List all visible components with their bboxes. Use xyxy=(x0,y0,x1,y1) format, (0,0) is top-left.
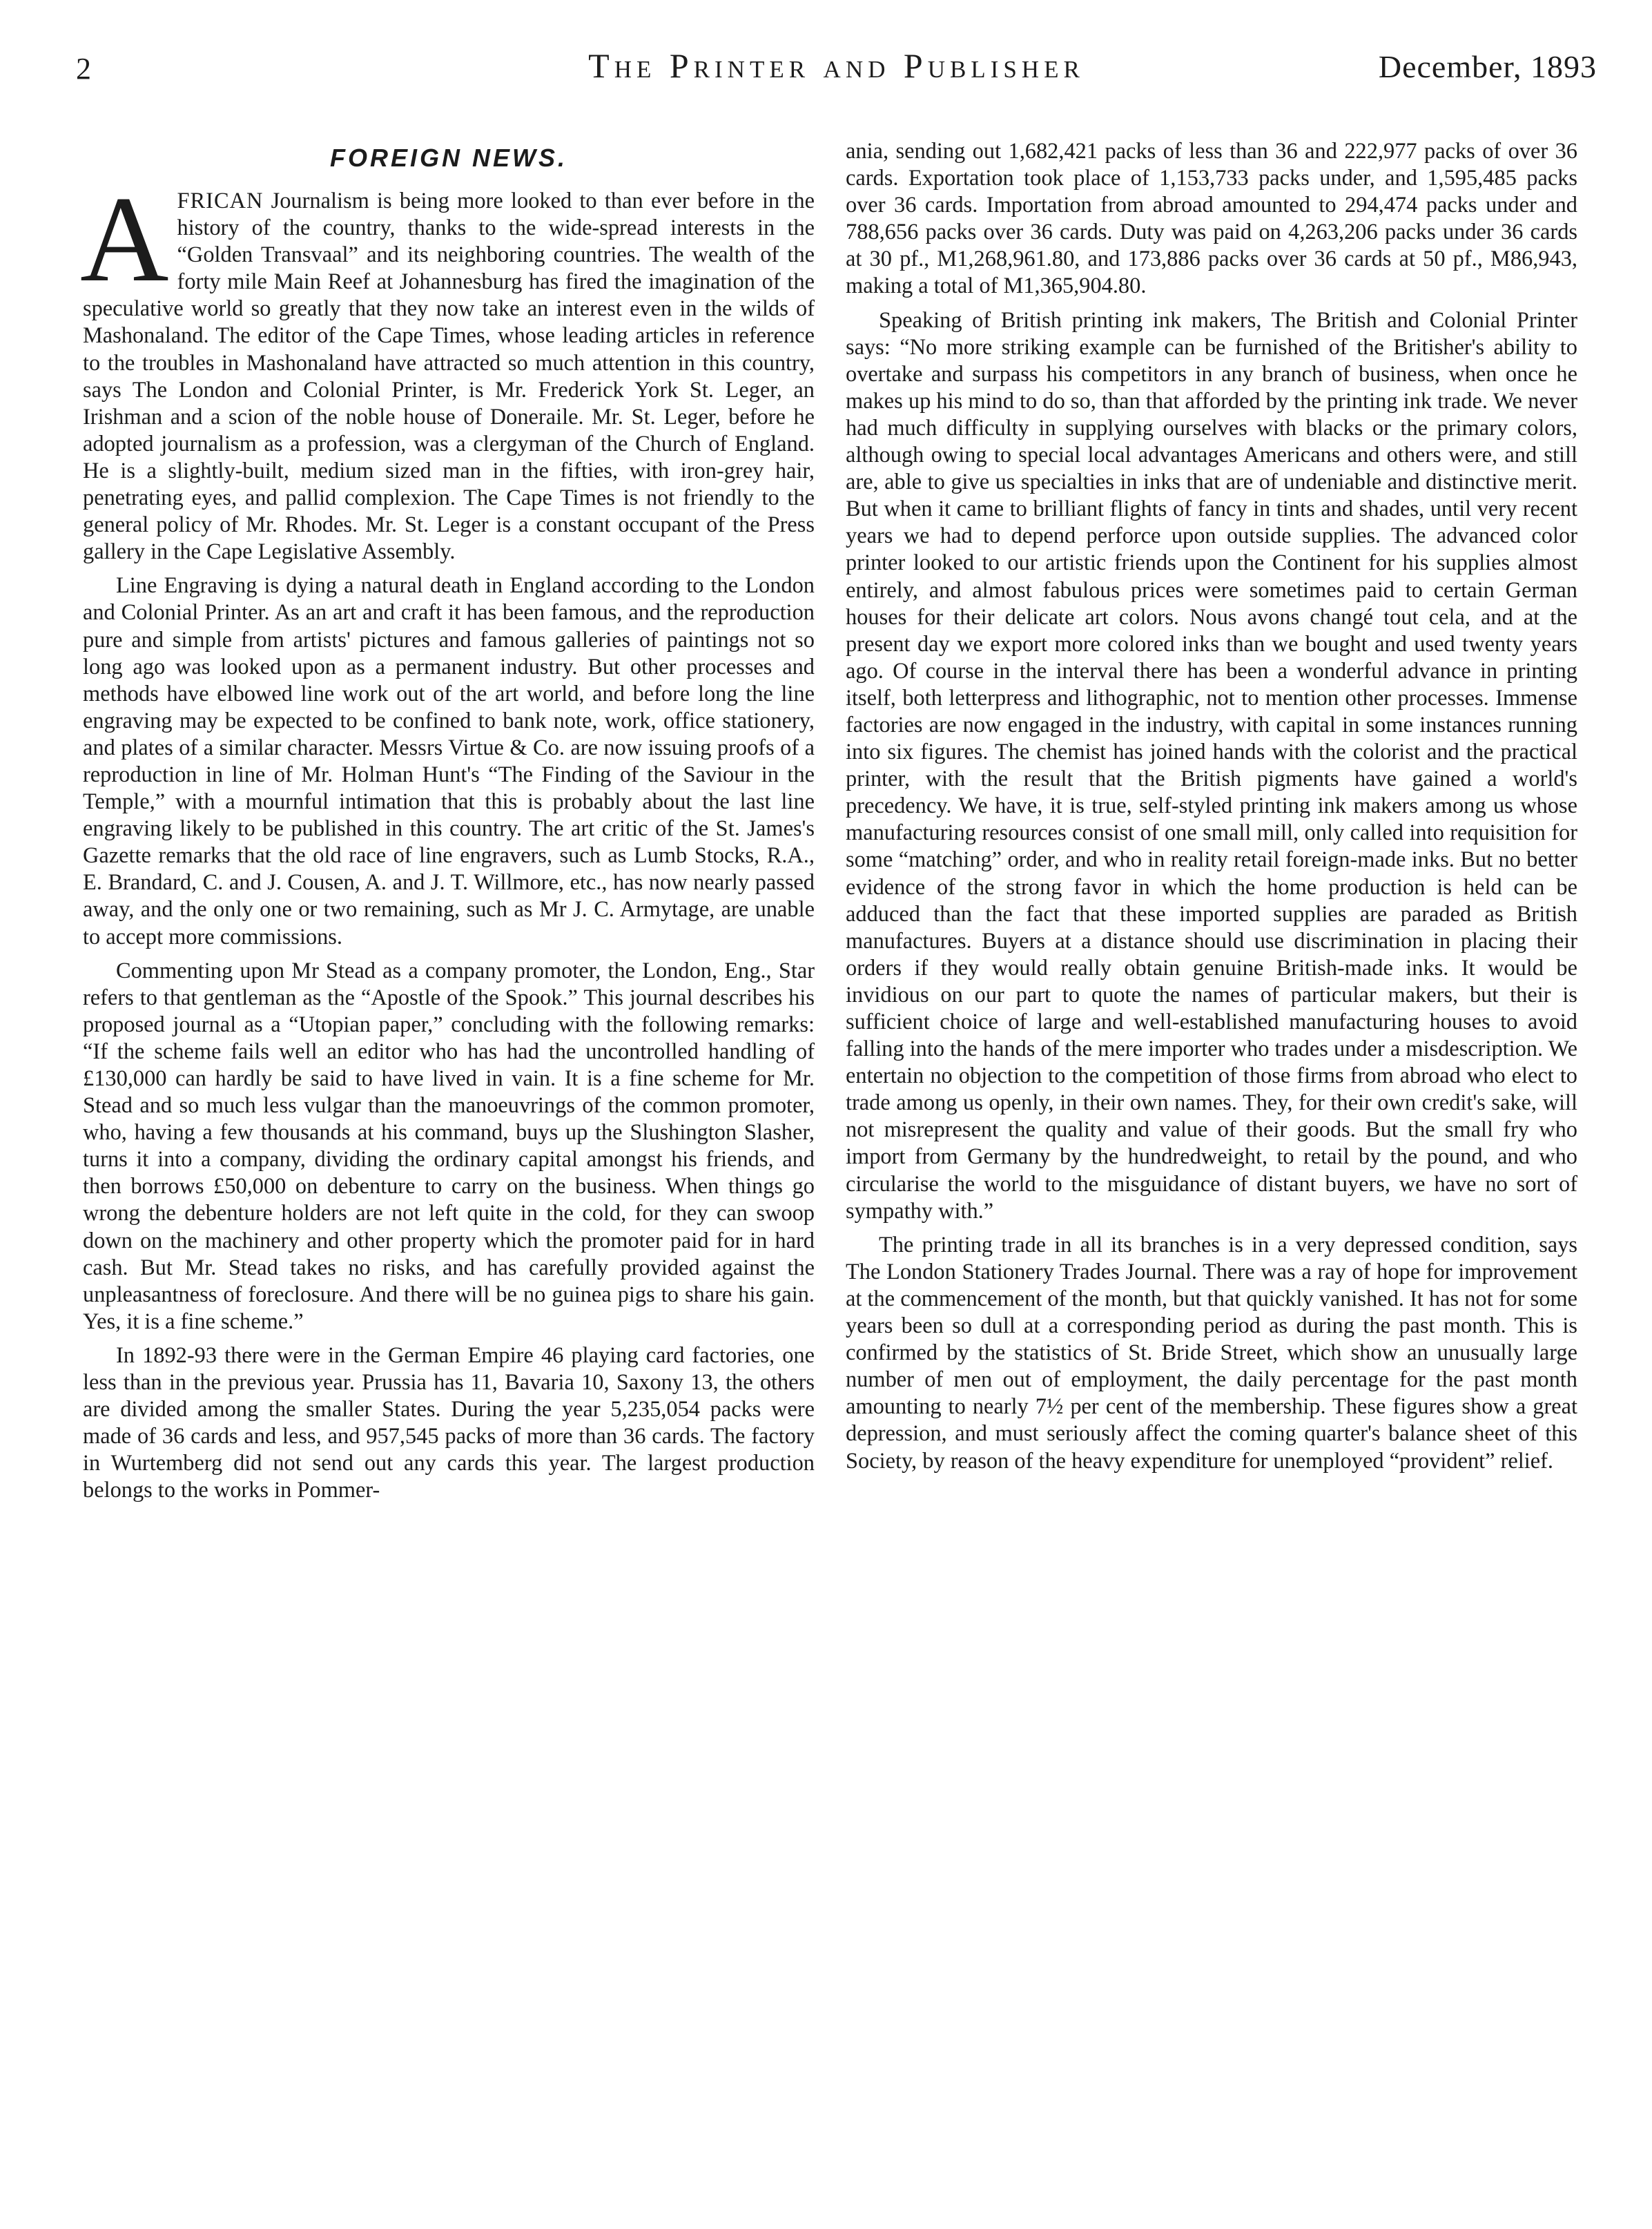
drop-cap: A xyxy=(80,171,169,307)
article-playing-cards: In 1892-93 there were in the German Empire 46 playing card factories, one less than in the previous year. Prussia has 11, Bavaria 10, Saxony 13, the others are divided among the smaller States. During the year 5,235,054 packs were made of 36 cards and less, and 957,545 packs of more than 36 cards. The factory in Wurtemberg did not send out any cards this year. The largest production belongs to the works in Pommer- xyxy=(83,1342,815,1503)
article-african-journalism xyxy=(80,171,815,566)
left-column xyxy=(80,138,815,1512)
article-body: Journalism is being more looked to than ever before in the history of the country, thanks to the wide-spread interests in the “Golden Transvaal” and its neighboring countries. The wealth of the forty mile Main Reef at Johannesburg has fired the imagination of the speculative world so greatly that they now take an interest even in the wilds of Mashonaland. The editor of the Cape Times, whose leading articles in reference to the troubles in Mashonaland have attracted so much attention in this country, says The London and Colonial Printer, is Mr. Frederick York St. Leger, an Irishman and a scion of the noble house of Doneraile. Mr. St. Leger, before he adopted journalism as a profession, was a clergyman of the Church of England. He is a slightly-built, medium sized man in the fifties, with iron-grey hair, penetrating eyes, and pallid complexion. The Cape Times is not friendly to the general policy of Mr. Rhodes. Mr. St. Leger is a constant occupant of the Press gallery in the Cape Legislative Assembly. xyxy=(83,189,815,565)
lead-in-caps: FRICAN xyxy=(177,189,264,213)
issue-date: December, 1893 xyxy=(1378,49,1597,84)
right-column xyxy=(846,138,1577,1482)
section-heading: FOREIGN NEWS. xyxy=(329,144,567,172)
page-number: 2 xyxy=(76,52,91,86)
page-header xyxy=(76,41,1597,97)
article-printing-ink: Speaking of British printing ink makers, The British and Colonial Printer says: “No more striking example can be furnished of the Britisher's ability to overtake and surpass his competitors in any branch of business, when once he makes up his mind to do so, than that afforded by the printing ink trade. We never had much difficulty in supplying ourselves with blacks or the primary colors, although owing to special local advantages Americans and others were, and still are, able to give us specialties in inks that are of undeniable and distinctive merit. But when it came to brilliant flights of fancy in tints and shades, until very recent years we had to depend perforce upon outside supplies. The advanced color printer looked to our artistic friends upon the Continent for his supplies almost entirely, and almost fabulous prices were sometimes paid to certain German houses for their delicate art colors. Nous avons changé tout cela, and at the present day we export more colored inks than we bought and used twenty years ago. Of course in the interval there has been a wonderful advance in printing itself, both letterpress and lithographic, not to mention other processes. Immense factories are now engaged in the industry, with capital in some instances running into six figures. The chemist has joined hands with the colorist and the practical printer, with the result that the British pigments have gained a world's precedency. We have, it is true, self-styled printing ink makers among us whose manufacturing resources consist of one small mill, only called into requisition for some “matching” order, and who in reality retail foreign-made inks. But no better evidence of the strong favor in which the home production is held can be adduced than the fact that these imported supplies are paraded as British manufactures. Buyers at a distance should use discrimination in placing their orders if they would really obtain genuine British-made inks. It would be invidious on our part to quote the names of particular makers, but their is sufficient choice of large and well-established manufacturing houses to avoid falling into the hands of the mere importer who trades under a misdescription. We entertain no objection to the competition of those firms from abroad who elect to trade among us openly, in their own names. They, for their own credit's sake, will not misrepresent the quality and value of their goods. But the small fry who import from Germany by the hundredweight, to retail by the pound, and who circularise the world to the misguidance of distant buyers, we have no sort of sympathy with.” xyxy=(846,307,1578,1224)
article-stead-promoter: Commenting upon Mr Stead as a company promoter, the London, Eng., Star refers to that gentleman as the “Apostle of the Spook.” This journal describes his proposed journal as a “Utopian paper,” concluding with the following remarks: “If the scheme fails well an editor who has had the uncontrolled handling of £130,000 can hardly be said to have lived in vain. It is a fine scheme for Mr. Stead and so much less vulgar than the manoeuvrings of the common promoter, who, having a few thousands at his command, buys up the Slushington Slasher, turns it into a company, dividing the ordinary capital amongst his friends, and then borrows £50,000 on debenture to carry on the business. When things go wrong the debenture holders are not left quite in the cold, for they can swoop down on the machinery and other property which the promoter paid for in hard cash. But Mr. Stead takes no risks, and has carefully provided against the unpleasantness of foreclosure. And there will be no guinea pigs to share his gain. Yes, it is a fine scheme.” xyxy=(83,958,815,1334)
article-line-engraving: Line Engraving is dying a natural death in England according to the London and Colonial Printer. As an art and craft it has been famous, and the reproduction pure and simple from artists' pictures and famous galleries of paintings not so long ago was looked upon as a permanent industry. But other processes and methods have elbowed line work out of the art world, and before long the line engraving may be expected to be confined to bank note, work, office stationery, and plates of a similar character. Messrs Virtue & Co. are now issuing proofs of a reproduction in line of Mr. Holman Hunt's “The Finding of the Saviour in the Temple,” with a mournful intimation that this is probably about the last line engraving likely to be published in this country. The art critic of the St. James's Gazette remarks that the old race of line engravers, such as Lumb Stocks, R.A., E. Brandard, C. and J. Cousen, A. and J. T. Willmore, etc., has now nearly passed away, and the only one or two remaining, such as Mr J. C. Armytage, are unable to accept more commissions. xyxy=(83,573,815,949)
article-trade-depression: The printing trade in all its branches is in a very depressed condition, says The London Stationery Trades Journal. There was a ray of hope for improvement at the commencement of the month, but that quickly vanished. It has not for some years been so dull at a corresponding period as during the past month. This is confirmed by the statistics of St. Bride Street, which show an unusually large number of men out of employment, the daily percentage for the past month amounting to nearly 7½ per cent of the membership. These figures show a great depression, and must seriously affect the coming quarter's balance sheet of this Society, by reason of the heavy expenditure for unemployed “provident” relief. xyxy=(846,1232,1577,1474)
running-title: The Printer and Publisher xyxy=(588,46,1085,85)
article-playing-cards-continued: ania, sending out 1,682,421 packs of less than 36 and 222,977 packs of over 36 cards. Exportation took place of 1,153,733 packs under, and 1,595,485 packs over 36 cards. Importation from abroad amounted to 294,474 packs under and 788,656 packs over 36 cards. Duty was paid on 4,263,206 packs under 36 cards at 30 pf., M1,268,961.80, and 173,886 packs over 36 cards at 50 pf., M86,943, making a total of M1,365,904.80. xyxy=(846,139,1577,299)
